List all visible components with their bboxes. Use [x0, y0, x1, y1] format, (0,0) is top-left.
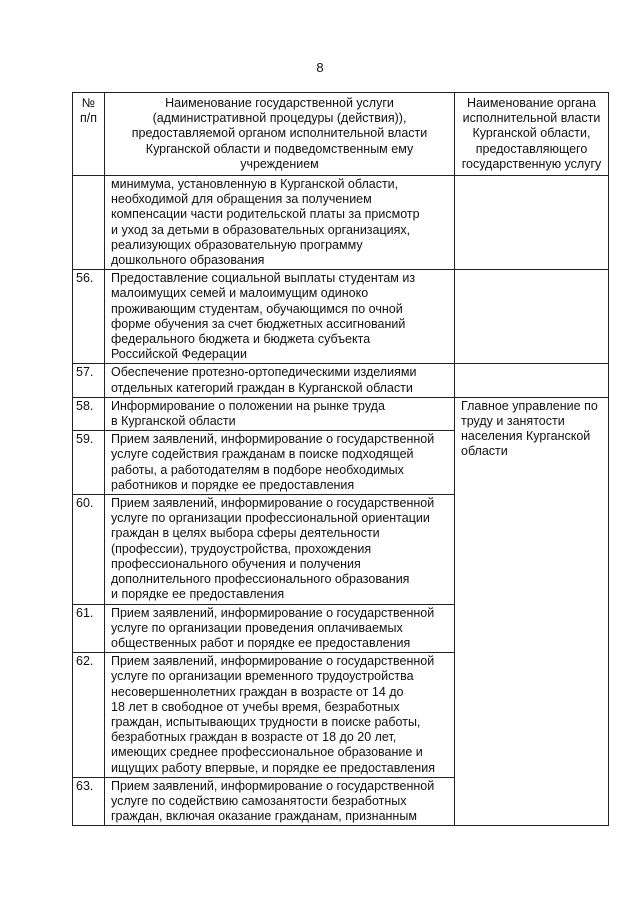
text-line: несовершеннолетних граждан в возрасте от 14 до [111, 684, 404, 699]
text-line: в Курганской области [111, 414, 236, 429]
text-line: отдельных категорий граждан в Курганской области [111, 380, 413, 395]
row-service-name [105, 604, 455, 653]
text-line: услуге по организации проведения оплачиваемых [111, 620, 403, 635]
text-line: Прием заявлений, информирование о государственной [111, 496, 435, 511]
text-line: граждан, включая оказание гражданам, признанным [111, 809, 417, 824]
text-line: населения Курганской [461, 429, 591, 444]
header-line: учреждением [240, 156, 319, 171]
header-line: исполнительной власти [462, 111, 601, 126]
header-line: Курганской области, [472, 126, 591, 141]
table-row [73, 397, 609, 430]
text-line: федерального бюджета и бюджета субъекта [111, 332, 371, 347]
row-number: 58. [73, 397, 105, 430]
row-number: 57. [73, 364, 105, 397]
text-line: работы, а работодателям в подборе необходимых [111, 462, 404, 477]
text-line: проживающим студентам, обучающимся по очной [111, 301, 403, 316]
text-line: 18 лет в свободное от учебы время, безработных [111, 699, 400, 714]
text-line: Прием заявлений, информирование о государственной [111, 778, 435, 793]
header-line: № [81, 96, 96, 110]
text-line: услуге по организации профессиональной ориентации [111, 511, 430, 526]
header-line: государственную услугу [461, 156, 602, 171]
header-line: п/п [79, 111, 97, 126]
authority-labor-office [455, 397, 609, 825]
text-line: имеющих среднее профессиональное образование и [111, 745, 423, 760]
text-line: Предоставление социальной выплаты студентам из [111, 271, 416, 286]
text-line: профессионального обучения и получения [111, 556, 361, 571]
text-line: Прием заявлений, информирование о государственной [111, 432, 435, 447]
table-row [73, 364, 609, 397]
header-line: предоставляемой органом исполнительной власти [131, 126, 428, 141]
row-service-name [105, 397, 455, 430]
row-service-name [105, 653, 455, 778]
text-line: ищущих работу впервые, и порядке ее предоставления [111, 760, 435, 775]
row-service-name [105, 270, 455, 364]
row-authority [455, 270, 609, 364]
text-line: услуге по содействию самозанятости безработных [111, 793, 407, 808]
header-line: (административной процедуры (действия)), [152, 111, 407, 126]
services-table [72, 92, 609, 826]
text-line: Обеспечение протезно-ортопедическими изделиями [111, 365, 417, 380]
header-authority [455, 93, 609, 176]
text-line: Российской Федерации [111, 347, 247, 362]
text-line: области [461, 444, 508, 459]
text-line: необходимой для обращения за получением [111, 192, 372, 207]
text-line: и порядке ее предоставления [111, 587, 285, 602]
text-line: труду и занятости [461, 414, 565, 429]
text-line: Прием заявлений, информирование о государственной [111, 654, 435, 669]
text-line: реализующих образовательную программу [111, 237, 363, 252]
header-line: Наименование государственной услуги [165, 96, 394, 110]
header-service-name [105, 93, 455, 176]
text-line: Главное управление по [461, 398, 598, 413]
text-line: услуге содействия гражданам в поиске подходящей [111, 447, 414, 462]
row-number: 56. [73, 270, 105, 364]
table-row [73, 270, 609, 364]
text-line: граждан, испытывающих трудности в поиске работы, [111, 714, 421, 729]
row-service-name [105, 495, 455, 604]
row-authority [455, 176, 609, 270]
text-line: Прием заявлений, информирование о государственной [111, 605, 435, 620]
text-line: компенсации части родительской платы за присмотр [111, 207, 420, 222]
row-service-name [105, 176, 455, 270]
row-number: 62. [73, 653, 105, 778]
row-service-name [105, 364, 455, 397]
text-line: граждан в целях выбора сферы деятельности [111, 526, 380, 541]
text-line: общественных работ и порядке ее предоставления [111, 635, 411, 650]
row-number [73, 176, 105, 270]
row-service-name [105, 431, 455, 495]
text-line: дошкольного образования [111, 253, 265, 268]
page-number: 8 [316, 60, 324, 75]
header-line: Наименование органа [466, 96, 597, 110]
row-service-name [105, 777, 455, 826]
table-row [73, 176, 609, 270]
text-line: безработных граждан в возрасте от 18 до 20 лет, [111, 730, 397, 745]
text-line: форме обучения за счет бюджетных ассигнований [111, 316, 406, 331]
text-line: и уход за детьми в образовательных организациях, [111, 222, 411, 237]
header-line: Курганской области и подведомственным ему [145, 141, 414, 156]
text-line: работников и порядке ее предоставления [111, 477, 355, 492]
text-line: минимума, установленную в Курганской области, [111, 177, 399, 192]
text-line: дополнительного профессионального образования [111, 572, 410, 587]
header-line: предоставляющего [475, 141, 588, 156]
row-number: 59. [73, 431, 105, 495]
table-header-row [73, 93, 609, 176]
row-number: 61. [73, 604, 105, 653]
row-number: 60. [73, 495, 105, 604]
text-line: малоимущих семей и малоимущим одиноко [111, 286, 369, 301]
text-line: услуге по организации временного трудоустройства [111, 669, 414, 684]
text-line: (профессии), трудоустройства, прохождения [111, 541, 372, 556]
header-number [73, 93, 105, 176]
row-number: 63. [73, 777, 105, 826]
row-authority [455, 364, 609, 397]
text-line: Информирование о положении на рынке труда [111, 398, 385, 413]
